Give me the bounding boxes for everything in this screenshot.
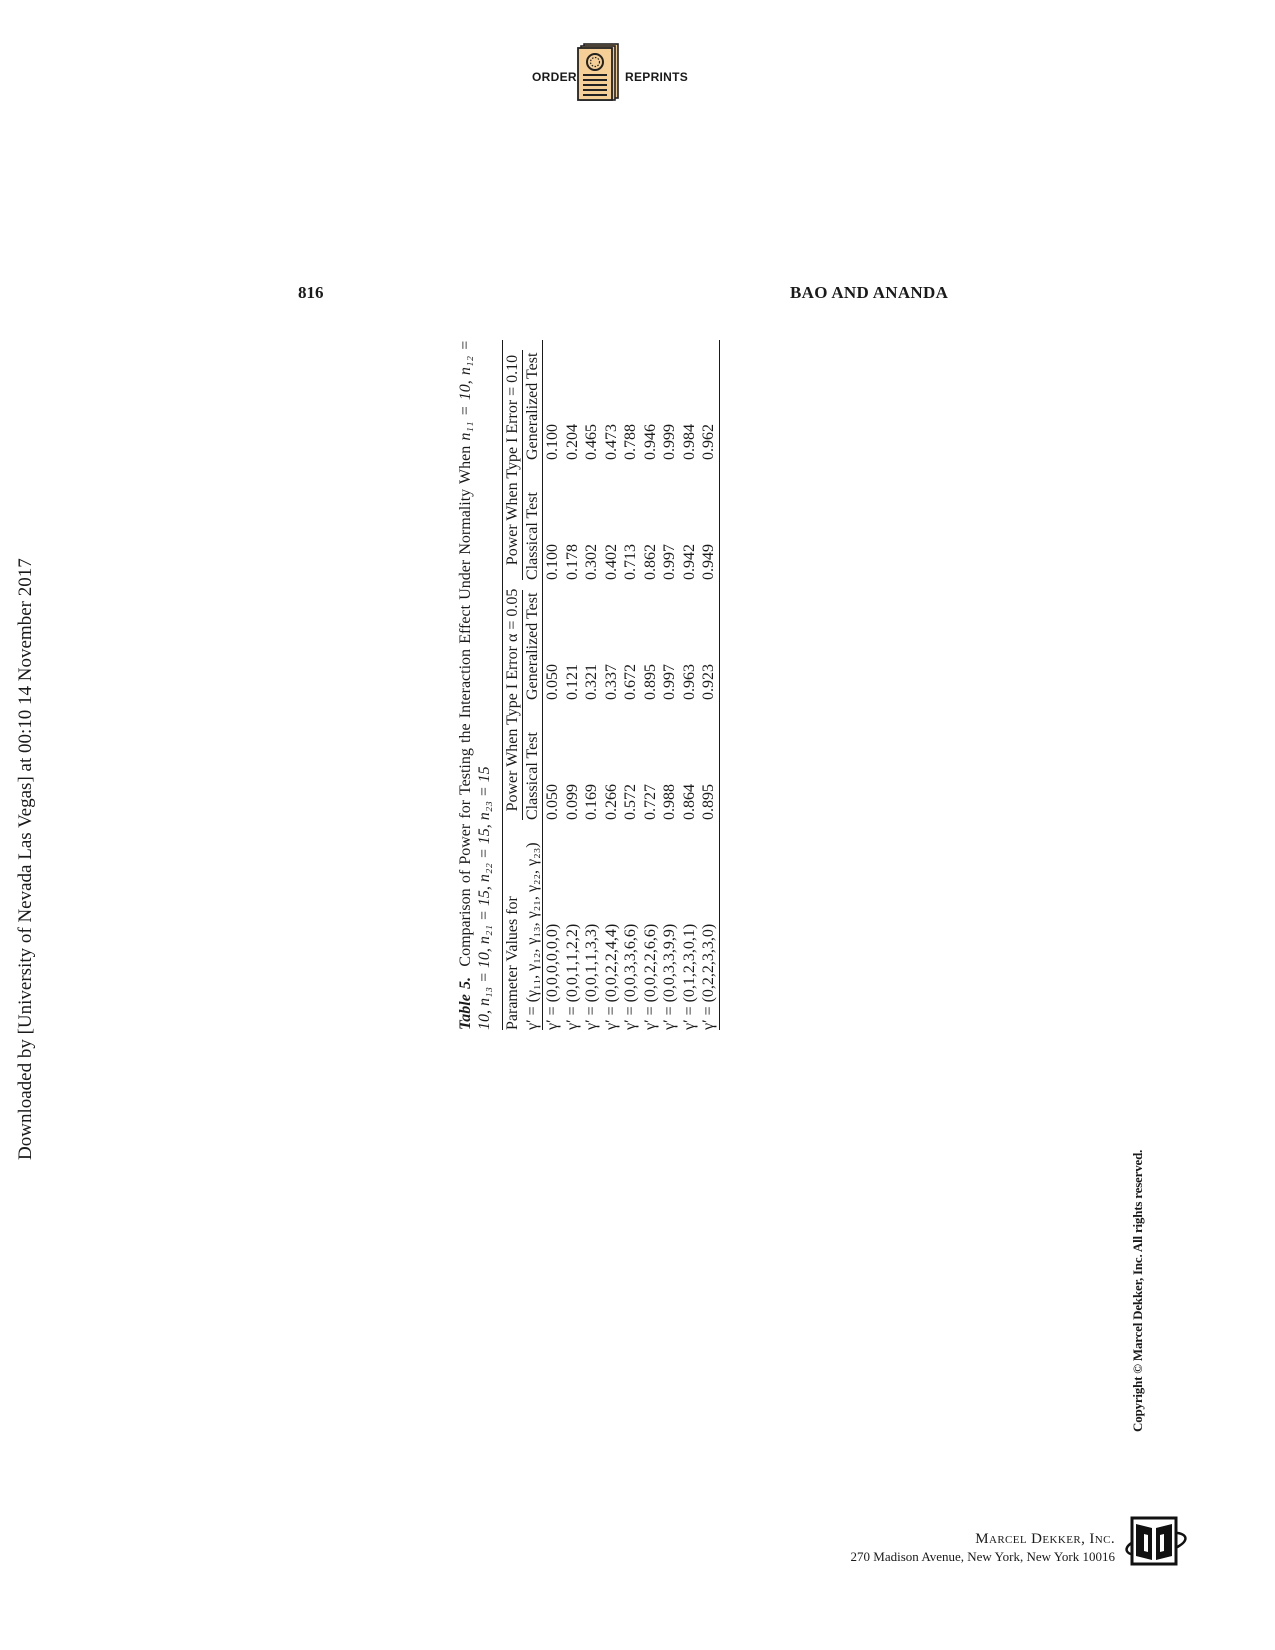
power-table xyxy=(503,340,719,1030)
param-cell: γ′ = (0,2,2,3,3,0) xyxy=(700,923,717,1030)
param-cell: γ′ = (0,0,3,3,9,9) xyxy=(661,923,678,1030)
group-header-alpha-010: Power When Type I Error = 0.10 xyxy=(504,354,521,566)
publisher-name: Marcel Dekker, Inc. xyxy=(975,1531,1115,1547)
value-cell: 0.942 xyxy=(680,544,698,580)
value-cell: 0.963 xyxy=(680,664,698,700)
table-row xyxy=(543,340,563,1030)
value-cell: 0.895 xyxy=(700,784,717,820)
download-notice: Downloaded by [University of Nevada Las Vegas] at 00:10 14 November 2017 xyxy=(15,558,36,1160)
publisher-book-logo-icon xyxy=(1122,1512,1190,1572)
publisher-block xyxy=(795,1531,1115,1565)
value-cell: 0.895 xyxy=(641,664,659,700)
value-cell: 0.862 xyxy=(641,544,659,580)
table-row xyxy=(563,340,583,1030)
value-cell: 0.266 xyxy=(602,784,620,820)
order-link[interactable]: ORDER xyxy=(532,70,577,84)
subheader-generalized: Generalized Test xyxy=(524,352,541,460)
value-cell: 0.100 xyxy=(544,424,561,460)
value-cell: 0.997 xyxy=(661,664,678,700)
value-cell: 0.178 xyxy=(563,544,581,580)
value-cell: 0.864 xyxy=(680,784,698,820)
order-reprints-banner[interactable] xyxy=(530,42,710,108)
value-cell: 0.672 xyxy=(622,664,639,700)
value-cell: 0.465 xyxy=(583,424,600,460)
value-cell: 0.099 xyxy=(563,784,581,820)
value-cell: 0.949 xyxy=(700,544,717,580)
value-cell: 0.473 xyxy=(602,424,620,460)
value-cell: 0.727 xyxy=(641,784,659,820)
value-cell: 0.713 xyxy=(622,544,639,580)
caption-conditions: n₁₁ = 10, n₁₂ = 10, n₁₃ = 10, n₂₁ = 15, n₂₂ = 15, n₂₃ = 15 xyxy=(457,339,493,1030)
value-cell: 0.204 xyxy=(563,424,581,460)
param-cell: γ′ = (0,0,1,1,3,3) xyxy=(583,923,600,1030)
value-cell: 0.999 xyxy=(661,424,678,460)
page-number: 816 xyxy=(298,283,324,302)
table-row xyxy=(621,340,641,1030)
caption-text: Comparison of Power for Testing the Interaction Effect Under Normality When xyxy=(457,445,474,967)
value-cell: 0.984 xyxy=(680,424,698,460)
table-row xyxy=(699,340,719,1030)
table-row xyxy=(660,340,680,1030)
value-cell: 0.100 xyxy=(544,544,561,580)
param-cell: γ′ = (0,0,1,1,2,2) xyxy=(563,923,581,1030)
document-stack-icon[interactable] xyxy=(576,42,622,102)
value-cell: 0.050 xyxy=(544,664,561,700)
table-caption xyxy=(456,340,494,1030)
param-header-line2: γ′ = (γ₁₁, γ₁₂, γ₁₃, γ₂₁, γ₂₂, γ₂₃) xyxy=(524,842,541,1030)
publisher-address: 270 Madison Avenue, New York, New York 10016 xyxy=(850,1549,1115,1564)
value-cell: 0.337 xyxy=(602,664,620,700)
reprints-link[interactable]: REPRINTS xyxy=(625,70,689,84)
value-cell: 0.402 xyxy=(602,544,620,580)
value-cell: 0.946 xyxy=(641,424,659,460)
table-row xyxy=(582,340,602,1030)
table-label: Table 5. xyxy=(457,976,474,1030)
value-cell: 0.321 xyxy=(583,664,600,700)
table-5 xyxy=(456,340,806,1030)
table-row xyxy=(602,340,622,1030)
value-cell: 0.788 xyxy=(622,424,639,460)
subheader-generalized: Generalized Test xyxy=(524,592,541,700)
value-cell: 0.572 xyxy=(622,784,639,820)
param-cell: γ′ = (0,0,2,2,6,6) xyxy=(641,923,659,1030)
param-header-line1: Parameter Values for xyxy=(504,896,521,1030)
copyright-notice: Copyright © Marcel Dekker, Inc. All rights reserved. xyxy=(1130,1149,1145,1432)
param-cell: γ′ = (0,0,2,2,4,4) xyxy=(602,923,620,1030)
value-cell: 0.962 xyxy=(700,424,717,460)
running-head: BAO AND ANANDA xyxy=(790,283,949,302)
value-cell: 0.050 xyxy=(544,784,561,820)
value-cell: 0.121 xyxy=(563,664,581,700)
bottom-rule xyxy=(719,340,720,1030)
table-row xyxy=(680,340,700,1030)
value-cell: 0.923 xyxy=(700,664,717,700)
param-cell: γ′ = (0,1,2,3,0,1) xyxy=(680,923,698,1030)
subheader-classical: Classical Test xyxy=(524,732,541,820)
value-cell: 0.997 xyxy=(661,544,678,580)
subheader-classical: Classical Test xyxy=(524,492,541,580)
value-cell: 0.988 xyxy=(661,784,678,820)
param-cell: γ′ = (0,0,3,3,6,6) xyxy=(622,923,639,1030)
table-row xyxy=(641,340,661,1030)
value-cell: 0.302 xyxy=(583,544,600,580)
value-cell: 0.169 xyxy=(583,784,600,820)
group-header-alpha-005: Power When Type I Error α = 0.05 xyxy=(504,588,521,812)
param-cell: γ′ = (0,0,0,0,0,0) xyxy=(544,923,561,1030)
